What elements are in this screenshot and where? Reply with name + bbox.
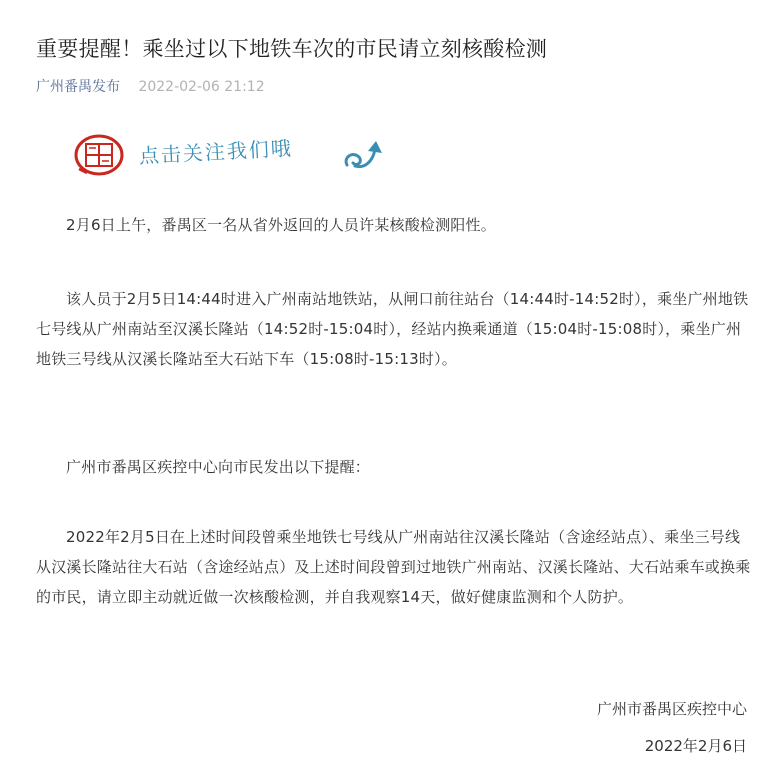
follow-us-text: 点击关注我们哦 — [138, 135, 294, 168]
panyu-stamp-logo — [73, 133, 125, 177]
follow-banner[interactable] — [71, 131, 541, 183]
swirl-arrow-icon — [341, 135, 387, 175]
article-title: 重要提醒！乘坐过以下地铁车次的市民请立刻核酸检测 — [36, 37, 548, 61]
paragraph-reminder-intro: 广州市番禺区疾控中心向市民发出以下提醒： — [66, 458, 371, 476]
signature-date: 2022年2月6日 — [644, 737, 747, 755]
paragraph-testing-request: 2022年2月5日在上述时间段曾乘坐地铁七号线从广州南站往汉溪长隆站（含途经站点）、乘坐三号线从汉溪长隆站往大石站（含途经站点）及上述时间段曾到过地铁广州南站、汉溪长隆站、大石站乘车或换乘的市民，请立即主动就近做一次核酸检测，并自我观察14天，做好健康监测和个人防护。 — [36, 528, 751, 606]
paragraph-travel-track: 该人员于2月5日14:44时进入广州南站地铁站，从闸口前往站台（14:44时-14:52时），乘坐广州地铁七号线从广州南站至汉溪长隆站（14:52时-15:04时），经站内换乘通道（15:04时-15:08时），乘坐广州地铁三号线从汉溪长隆站至大石站下车（15:08时-15:13时）。 — [36, 290, 749, 368]
publish-time: 2022-02-06 21:12 — [138, 79, 265, 95]
signature-org: 广州市番禺区疾控中心 — [596, 700, 747, 718]
article-meta — [36, 76, 265, 98]
account-name-link[interactable]: 广州番禺发布 — [36, 79, 120, 95]
paragraph-case-report: 2月6日上午，番禺区一名从省外返回的人员许某核酸检测阳性。 — [66, 216, 496, 234]
